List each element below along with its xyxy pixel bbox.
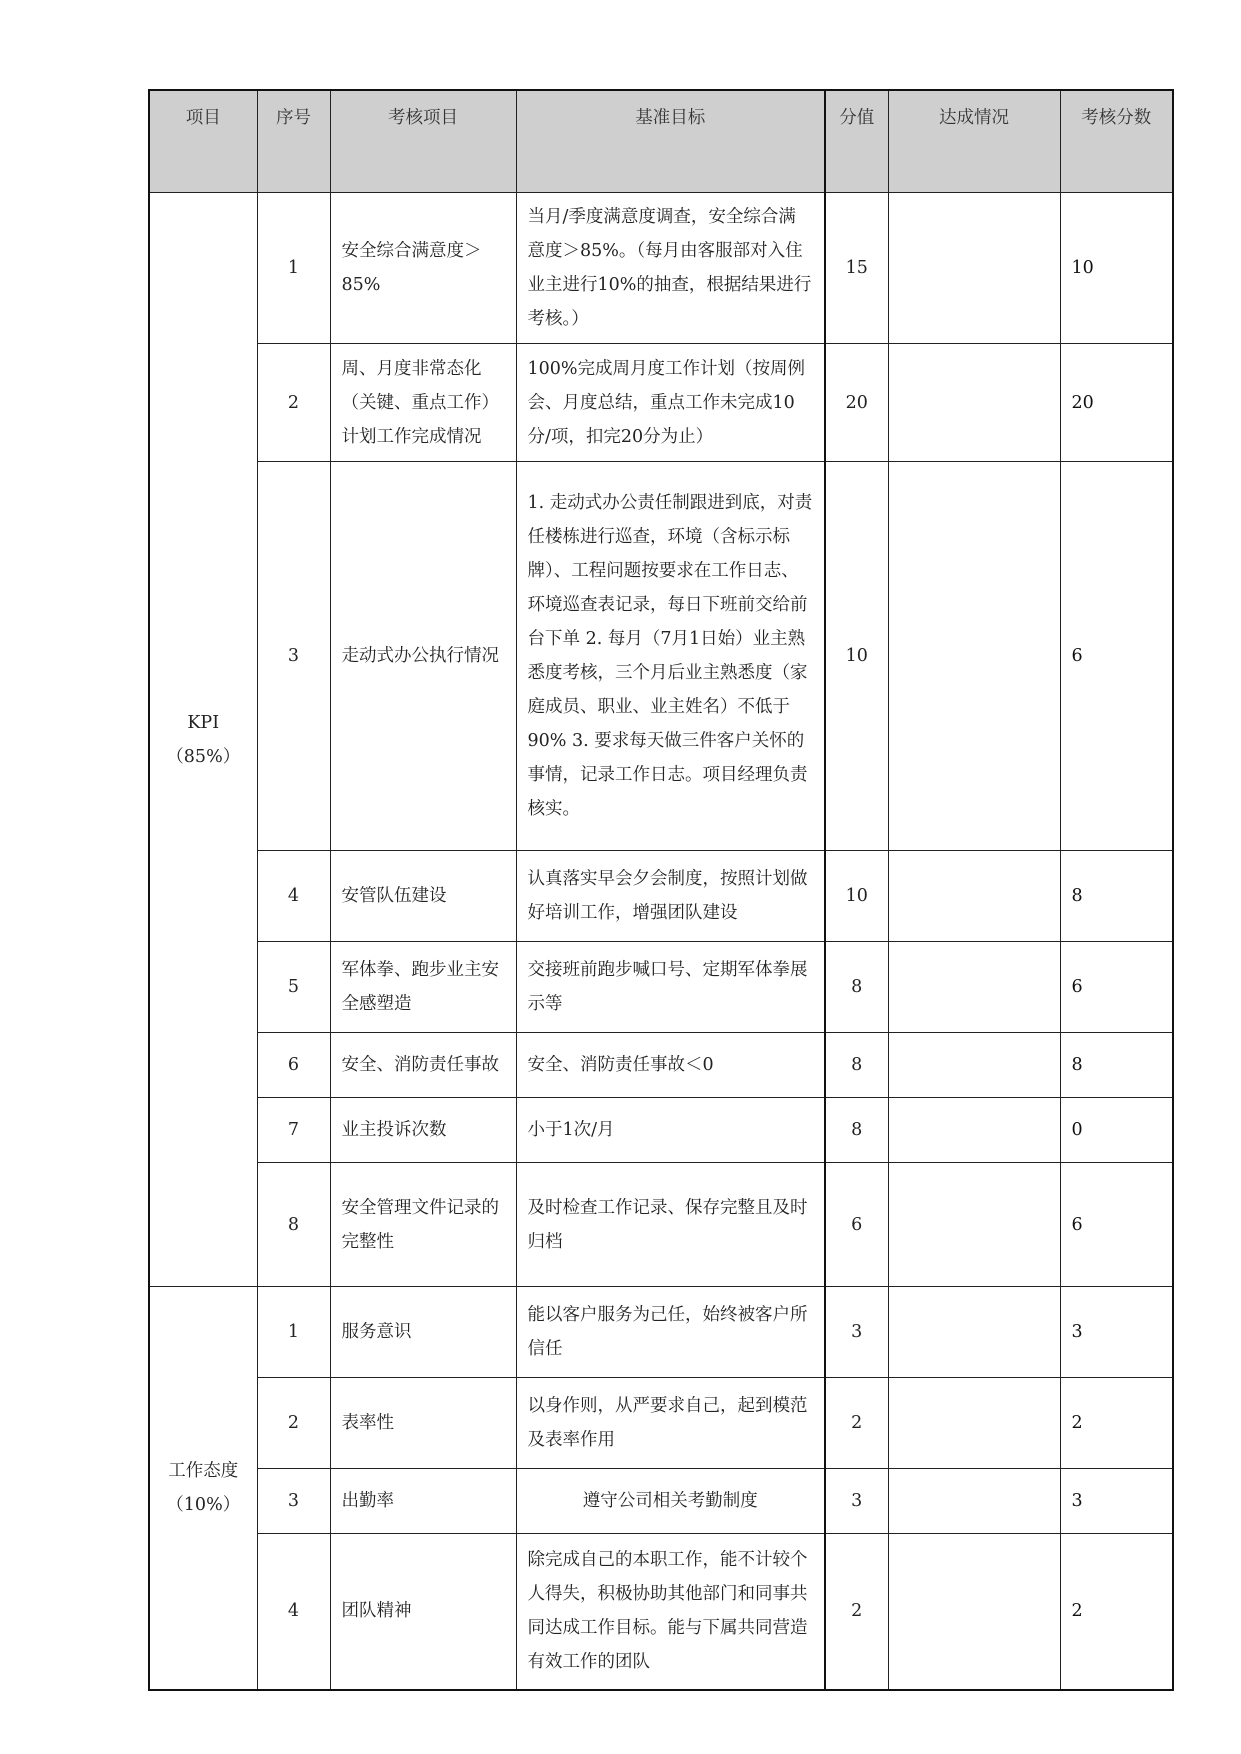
- kpi-table: [148, 89, 1174, 1691]
- row-achievement: [888, 1098, 1060, 1163]
- row-points: 8: [825, 1033, 888, 1098]
- row-target: 遵守公司相关考勤制度: [516, 1469, 825, 1534]
- row-achievement: [888, 1378, 1060, 1469]
- row-points: 20: [825, 344, 888, 462]
- row-achievement: [888, 193, 1060, 344]
- row-number: 2: [257, 1378, 330, 1469]
- row-points: 8: [825, 942, 888, 1033]
- row-score: 6: [1060, 462, 1173, 851]
- table-row: [149, 1469, 1173, 1534]
- row-achievement: [888, 851, 1060, 942]
- row-score: 8: [1060, 1033, 1173, 1098]
- header-points: 分值: [825, 90, 888, 193]
- row-number: 7: [257, 1098, 330, 1163]
- row-points: 10: [825, 462, 888, 851]
- row-points: 10: [825, 851, 888, 942]
- row-target: 除完成自己的本职工作，能不计较个人得失，积极协助其他部门和同事共同达成工作目标。能与下属共同营造有效工作的团队: [516, 1534, 825, 1690]
- row-item: 团队精神: [330, 1534, 516, 1690]
- row-achievement: [888, 344, 1060, 462]
- row-item: 安全管理文件记录的完整性: [330, 1163, 516, 1287]
- row-achievement: [888, 1534, 1060, 1690]
- row-points: 2: [825, 1378, 888, 1469]
- row-item: 出勤率: [330, 1469, 516, 1534]
- table-row: [149, 1163, 1173, 1287]
- table-row: [149, 1098, 1173, 1163]
- row-points: 3: [825, 1469, 888, 1534]
- table-row: [149, 942, 1173, 1033]
- header-row: [149, 90, 1173, 193]
- row-score: 10: [1060, 193, 1173, 344]
- row-item: 业主投诉次数: [330, 1098, 516, 1163]
- row-number: 6: [257, 1033, 330, 1098]
- row-item: 安全、消防责任事故: [330, 1033, 516, 1098]
- row-number: 5: [257, 942, 330, 1033]
- row-points: 3: [825, 1287, 888, 1378]
- row-points: 2: [825, 1534, 888, 1690]
- row-achievement: [888, 1033, 1060, 1098]
- row-target: 小于1次/月: [516, 1098, 825, 1163]
- row-target: 认真落实早会夕会制度，按照计划做好培训工作，增强团队建设: [516, 851, 825, 942]
- row-target: 安全、消防责任事故＜0: [516, 1033, 825, 1098]
- row-item: 军体拳、跑步业主安全感塑造: [330, 942, 516, 1033]
- row-achievement: [888, 942, 1060, 1033]
- header-item: 考核项目: [330, 90, 516, 193]
- table-row: [149, 1033, 1173, 1098]
- header-number: 序号: [257, 90, 330, 193]
- row-target: 交接班前跑步喊口号、定期军体拳展示等: [516, 942, 825, 1033]
- row-number: 1: [257, 193, 330, 344]
- row-score: 6: [1060, 1163, 1173, 1287]
- row-number: 3: [257, 462, 330, 851]
- table-row: [149, 462, 1173, 851]
- row-item: 安全综合满意度＞85%: [330, 193, 516, 344]
- row-target: 及时检查工作记录、保存完整且及时归档: [516, 1163, 825, 1287]
- row-number: 8: [257, 1163, 330, 1287]
- table-row: [149, 1378, 1173, 1469]
- row-points: 6: [825, 1163, 888, 1287]
- row-achievement: [888, 462, 1060, 851]
- row-item: 安管队伍建设: [330, 851, 516, 942]
- row-score: 2: [1060, 1534, 1173, 1690]
- row-points: 8: [825, 1098, 888, 1163]
- row-number: 1: [257, 1287, 330, 1378]
- table-row: [149, 1287, 1173, 1378]
- table-row: [149, 851, 1173, 942]
- row-item: 服务意识: [330, 1287, 516, 1378]
- row-number: 3: [257, 1469, 330, 1534]
- row-number: 4: [257, 1534, 330, 1690]
- row-target: 1. 走动式办公责任制跟进到底，对责任楼栋进行巡查，环境（含标示标牌）、工程问题按要求在工作日志、环境巡查表记录，每日下班前交给前台下单 2. 每月（7月1日始）业主熟悉度考核，三个月后业主熟悉度（家庭成员、职业、业主姓名）不低于90% 3. 要求每天做三件客户关怀的事情，记录工作日志。项目经理负责核实。: [516, 462, 825, 851]
- table-row: [149, 344, 1173, 462]
- row-number: 4: [257, 851, 330, 942]
- row-achievement: [888, 1163, 1060, 1287]
- header-category: 项目: [149, 90, 257, 193]
- row-points: 15: [825, 193, 888, 344]
- row-score: 0: [1060, 1098, 1173, 1163]
- row-score: 20: [1060, 344, 1173, 462]
- row-target: 以身作则，从严要求自己，起到模范及表率作用: [516, 1378, 825, 1469]
- row-score: 3: [1060, 1469, 1173, 1534]
- row-number: 2: [257, 344, 330, 462]
- header-score: 考核分数: [1060, 90, 1173, 193]
- row-target: 能以客户服务为己任，始终被客户所信任: [516, 1287, 825, 1378]
- row-score: 2: [1060, 1378, 1173, 1469]
- row-score: 6: [1060, 942, 1173, 1033]
- table-row: [149, 1534, 1173, 1690]
- row-item: 表率性: [330, 1378, 516, 1469]
- group-label-attitude: 工作态度（10%）: [149, 1287, 257, 1690]
- row-achievement: [888, 1469, 1060, 1534]
- row-target: 当月/季度满意度调查，安全综合满意度＞85%。（每月由客服部对入住业主进行10%的抽查，根据结果进行考核。）: [516, 193, 825, 344]
- header-target: 基准目标: [516, 90, 825, 193]
- table-row: [149, 193, 1173, 344]
- row-score: 8: [1060, 851, 1173, 942]
- group-label-kpi: KPI（85%）: [149, 193, 257, 1287]
- row-item: 周、月度非常态化（关键、重点工作）计划工作完成情况: [330, 344, 516, 462]
- header-achievement: 达成情况: [888, 90, 1060, 193]
- row-item: 走动式办公执行情况: [330, 462, 516, 851]
- row-score: 3: [1060, 1287, 1173, 1378]
- row-achievement: [888, 1287, 1060, 1378]
- row-target: 100%完成周月度工作计划（按周例会、月度总结，重点工作未完成10分/项，扣完20分为止）: [516, 344, 825, 462]
